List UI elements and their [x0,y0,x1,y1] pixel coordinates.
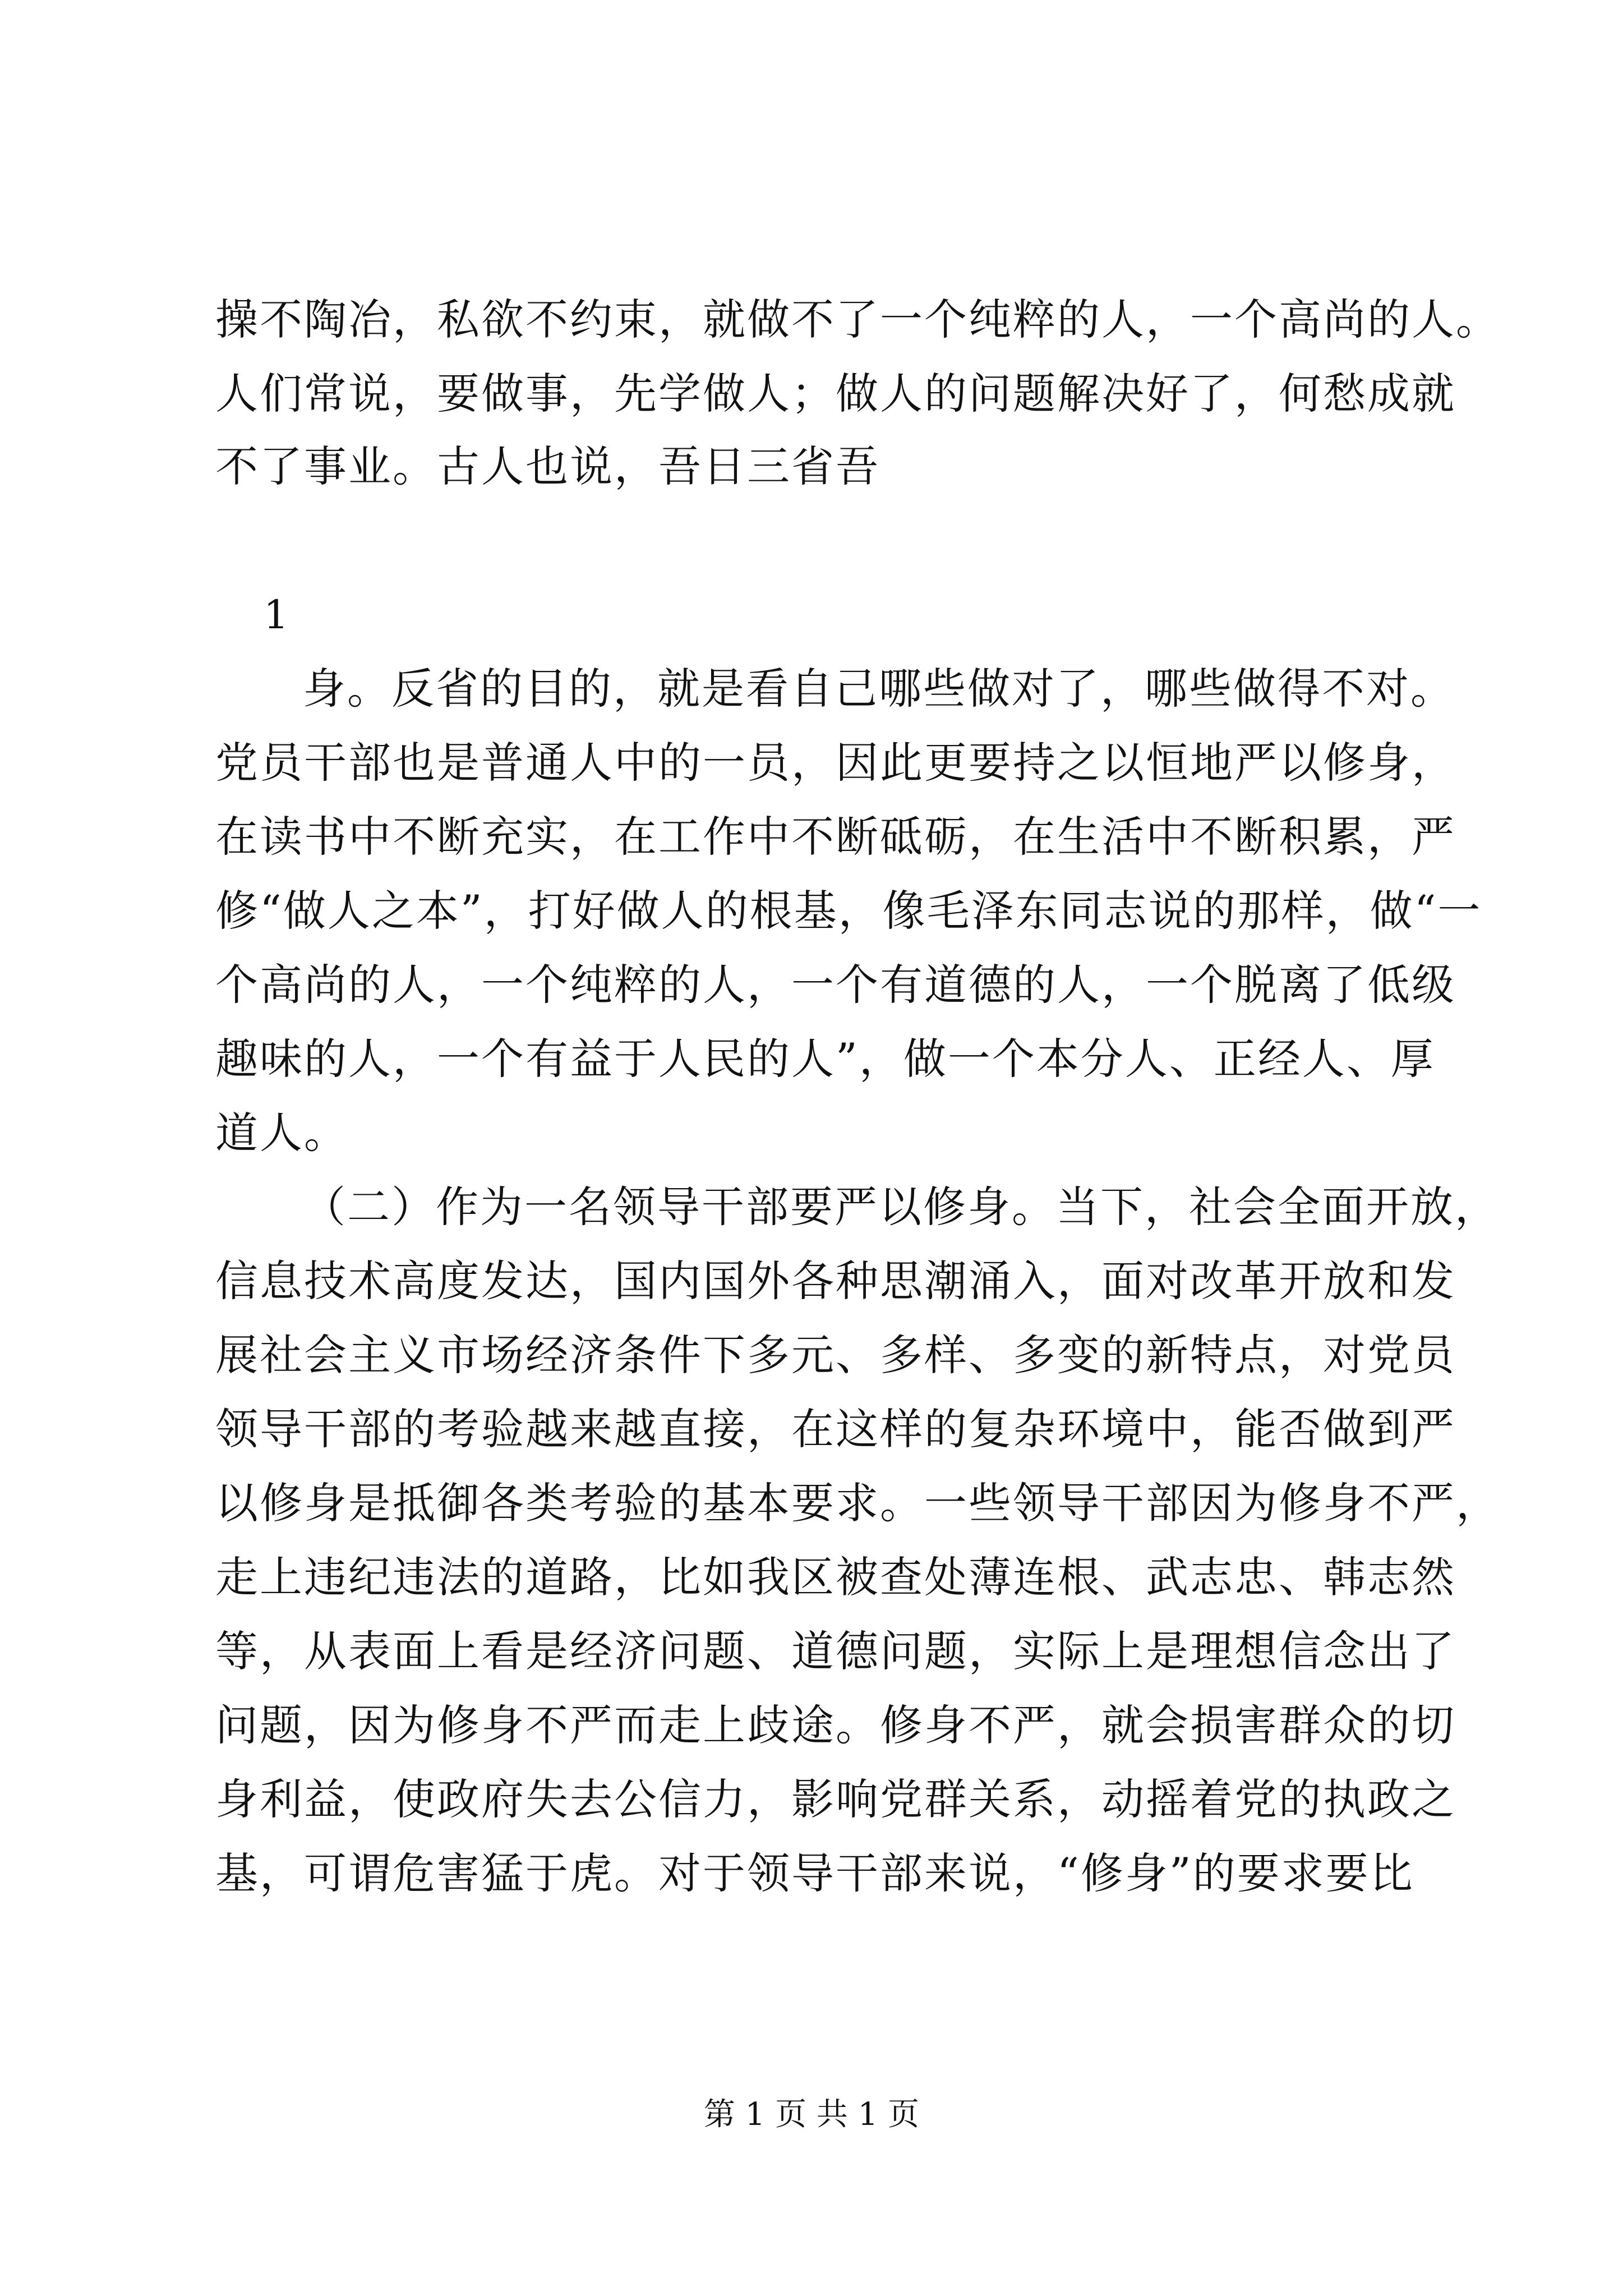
page-footer: 第 1 页 共 1 页 [703,2096,920,2133]
text-line: 基，可谓危害猛于虎。对于领导干部来说，“修身”的要求要比 [215,1848,1414,1898]
text-line: 操不陶冶，私欲不约束，就做不了一个纯粹的人，一个高尚的人。 [215,295,1500,344]
text-line: 展社会主义市场经济条件下多元、多样、多变的新特点，对党员 [215,1330,1456,1380]
text-line: 党员干部也是普通人中的一员，因此更要持之以恒地严以修身， [215,738,1456,788]
page-marker: 1 [264,592,289,638]
text-line: 问题，因为修身不严而走上歧途。修身不严，就会损害群众的切 [215,1700,1456,1750]
text-line: 走上违纪违法的道路，比如我区被查处薄连根、武志忠、韩志然 [215,1552,1456,1602]
text-line: 人们常说，要做事，先学做人；做人的问题解决好了，何愁成就 [215,369,1456,418]
text-line: 道人。 [215,1108,348,1158]
text-line: 领导干部的考验越来越直接，在这样的复杂环境中，能否做到严 [215,1404,1456,1454]
text-line: 修“做人之本”，打好做人的根基，像毛泽东同志说的那样，做“一 [215,886,1482,936]
text-line: 个高尚的人，一个纯粹的人，一个有道德的人，一个脱离了低级 [215,960,1456,1010]
text-line: 以修身是抵御各类考验的基本要求。一些领导干部因为修身不严， [215,1478,1500,1528]
text-line: 等，从表面上看是经济问题、道德问题，实际上是理想信念出了 [215,1626,1456,1676]
text-line: 在读书中不断充实，在工作中不断砥砺，在生活中不断积累，严 [215,812,1456,862]
section-heading-line: （二）作为一名领导干部要严以修身。当下，社会全面开放， [303,1182,1499,1232]
text-line: 不了事业。古人也说，吾日三省吾 [215,441,880,491]
text-line: 信息技术高度发达，国内国外各种思潮涌入，面对改革开放和发 [215,1256,1456,1306]
text-line: 身。反省的目的，就是看自己哪些做对了，哪些做得不对。 [303,664,1455,714]
text-line: 身利益，使政府失去公信力，影响党群关系，动摇着党的执政之 [215,1774,1456,1824]
text-line: 趣味的人，一个有益于人民的人”，做一个本分人、正经人、厚 [215,1034,1435,1084]
